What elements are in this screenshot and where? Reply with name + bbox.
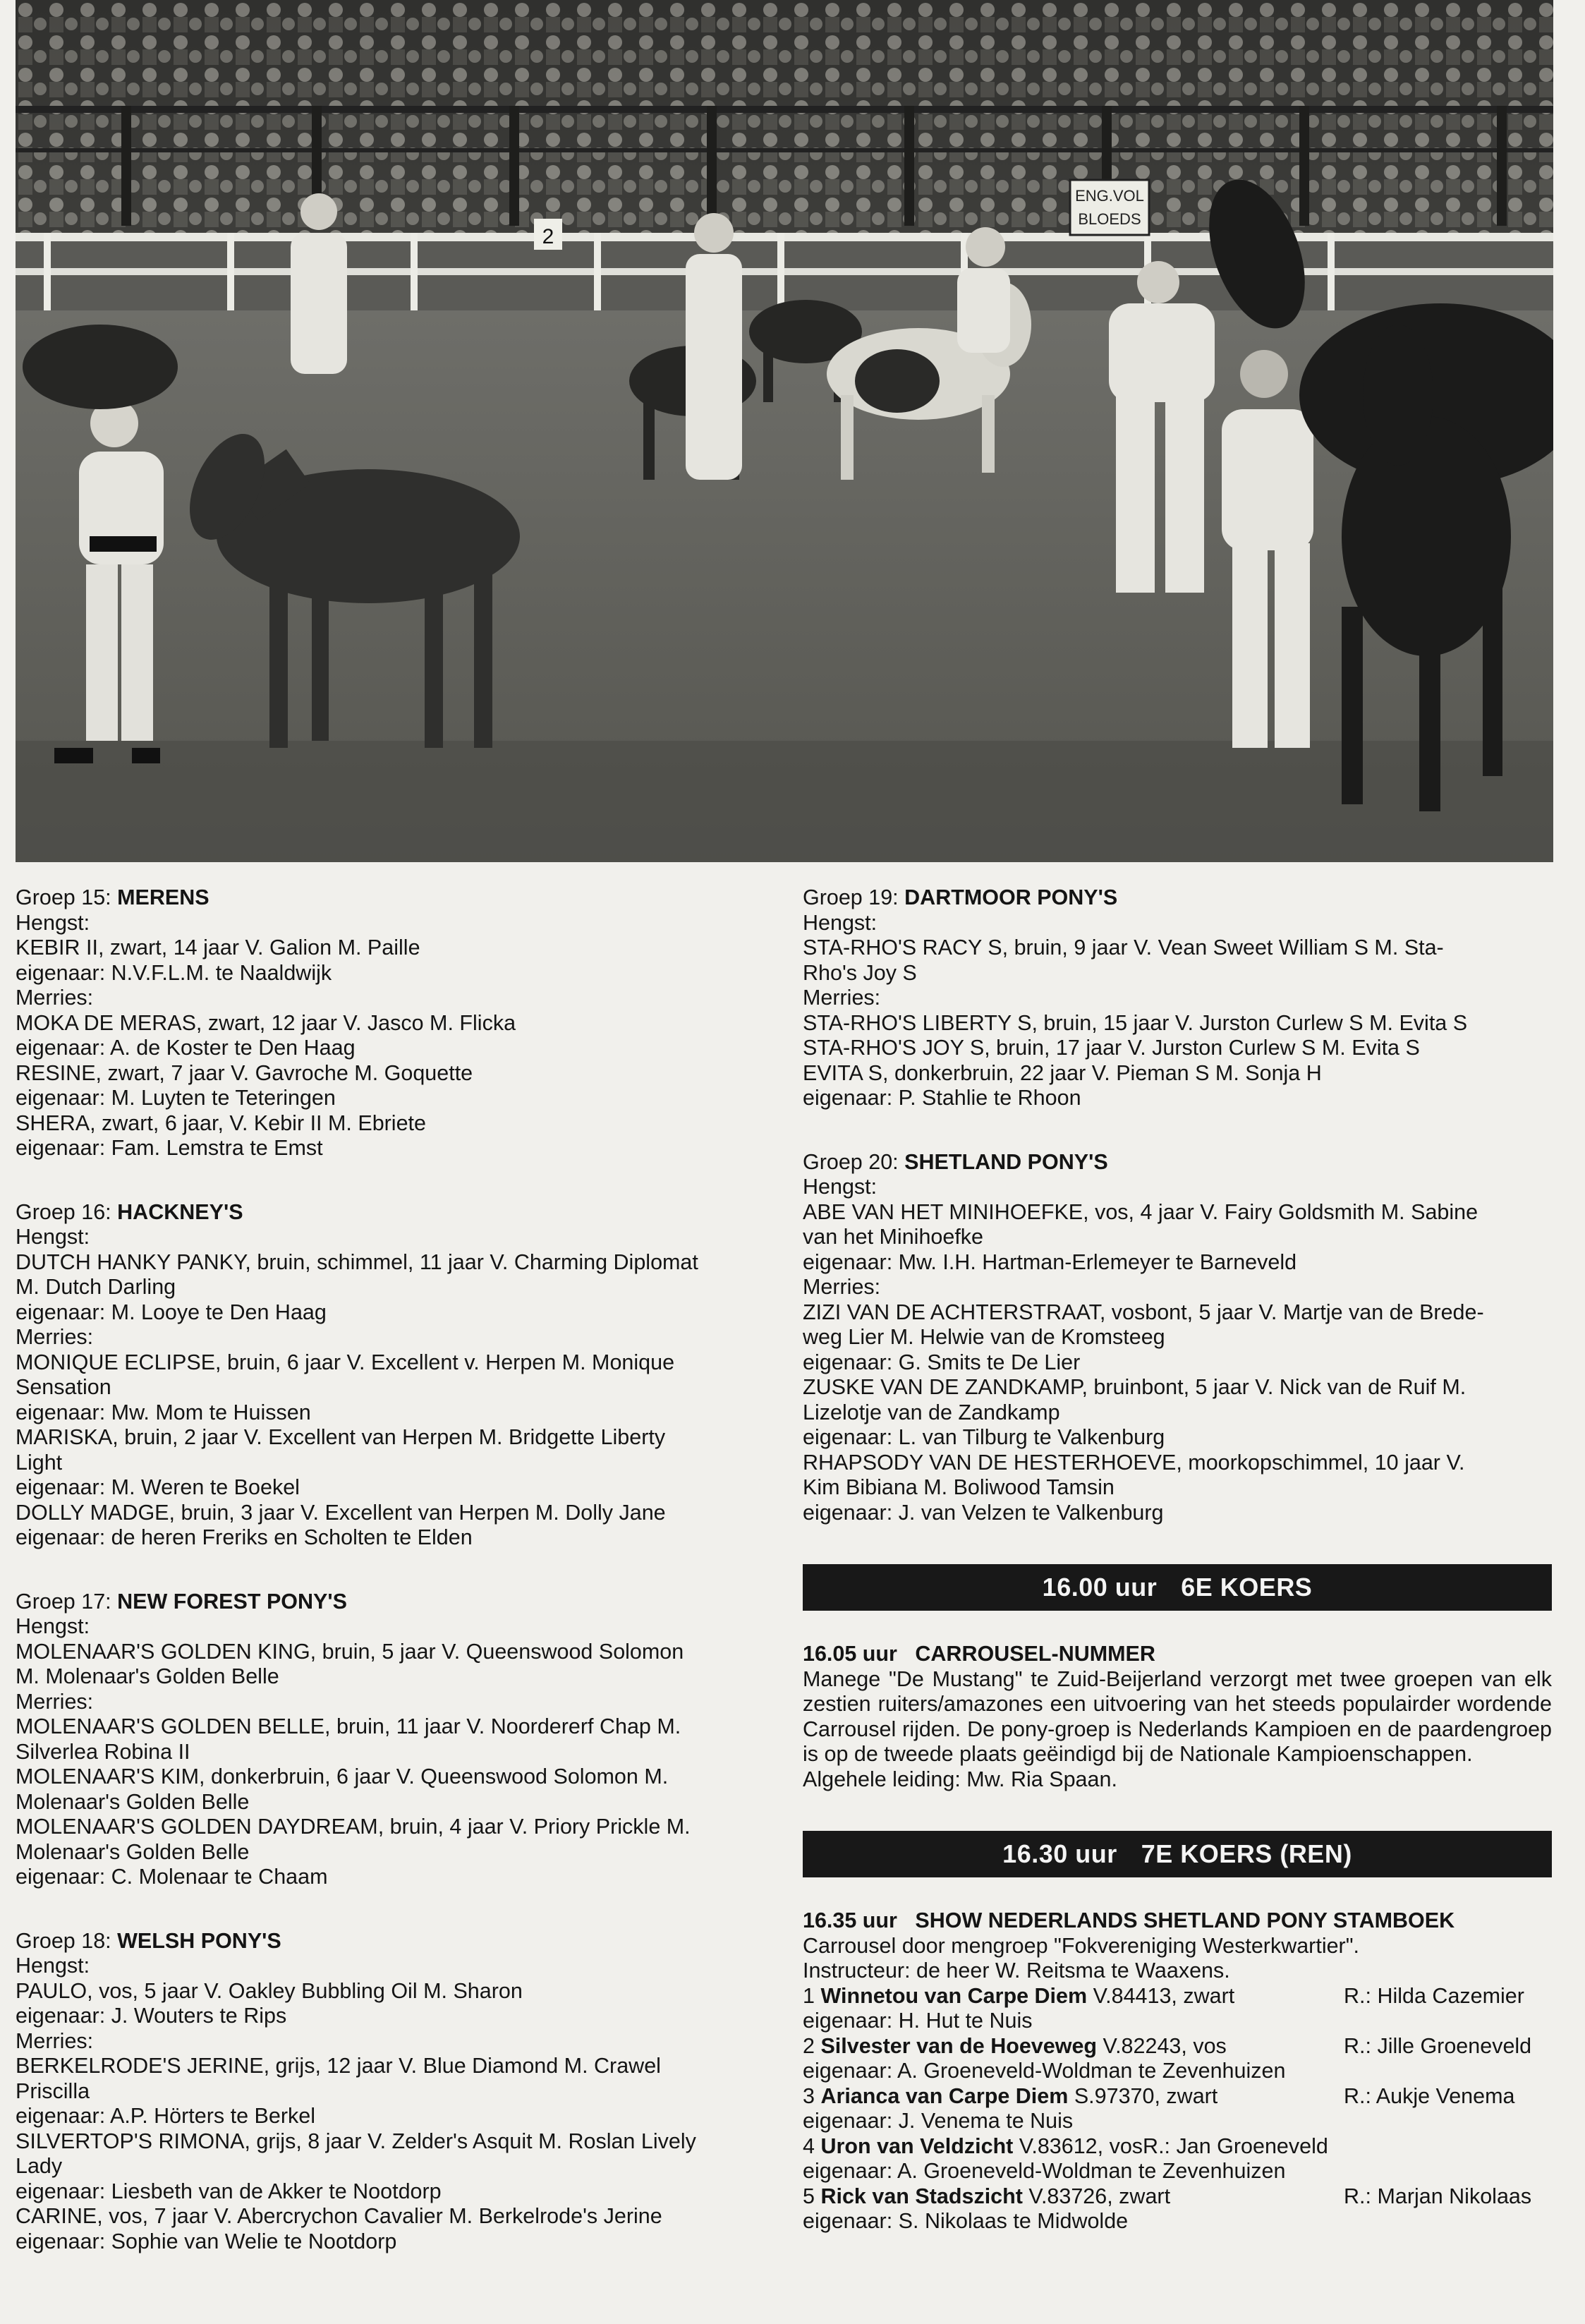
show-entry: 4 Uron van Veldzicht V.83612, vosR.: Jan Groeneveld xyxy=(803,2134,1328,2158)
group-line: Lady xyxy=(16,2154,63,2178)
group-line: EVITA S, donkerbruin, 22 jaar V. Pieman S M. Sonja H xyxy=(803,1060,1322,1085)
carrousel-section xyxy=(803,1642,1552,1792)
group-line: Hengst: xyxy=(16,1954,90,1978)
group-line: PAULO, vos, 5 jaar V. Oakley Bubbling Oil M. Sharon xyxy=(16,1978,523,2003)
group-line: Hengst: xyxy=(803,1175,877,1199)
group-line: eigenaar: P. Stahlie te Rhoon xyxy=(803,1086,1081,1110)
group-line: M. Molenaar's Golden Belle xyxy=(16,1664,279,1688)
group-16 xyxy=(16,1200,763,1551)
group-line: Hengst: xyxy=(16,1614,90,1638)
show-entry: 5 Rick van Stadszicht V.83726, zwart R.: Marjan Nikolaas xyxy=(803,2184,1532,2208)
group-line: eigenaar: Liesbeth van de Akker te Nootdorp xyxy=(16,2179,442,2203)
group-line: BERKELRODE'S JERINE, grijs, 12 jaar V. Blue Diamond M. Crawel xyxy=(16,2054,661,2078)
group-line: ZUSKE VAN DE ZANDKAMP, bruinbont, 5 jaar V. Nick van de Ruif M. xyxy=(803,1375,1466,1399)
group-line: Hengst: xyxy=(16,1225,90,1249)
entry-owner: eigenaar: A. Groeneveld-Woldman te Zevenhuizen xyxy=(803,2159,1286,2183)
pony-name: Uron van Veldzicht xyxy=(820,2134,1014,2158)
group-line: eigenaar: Mw. Mom te Huissen xyxy=(16,1400,311,1424)
group-line: Merries: xyxy=(803,986,881,1010)
group-15 xyxy=(16,885,763,1161)
show-line: Instructeur: de heer W. Reitsma te Waaxens. xyxy=(803,1959,1230,1983)
group-line: MOKA DE MERAS, zwart, 12 jaar V. Jasco M. Flicka xyxy=(16,1010,516,1035)
entry-owner: eigenaar: A. Groeneveld-Woldman te Zevenhuizen xyxy=(803,2059,1286,2083)
group-line: eigenaar: J. Wouters te Rips xyxy=(16,2004,287,2028)
entry-owner: eigenaar: S. Nikolaas te Midwolde xyxy=(803,2209,1129,2233)
pony-name: Winnetou van Carpe Diem xyxy=(820,1983,1088,2008)
group-heading: Groep 19: DARTMOOR PONY'S xyxy=(803,885,1118,909)
group-line: Merries: xyxy=(803,1275,881,1299)
race-6-title: 6E KOERS xyxy=(1181,1573,1313,1602)
group-line: STA-RHO'S LIBERTY S, bruin, 15 jaar V. Jurston Curlew S M. Evita S xyxy=(803,1010,1468,1035)
group-line: eigenaar: G. Smits te De Lier xyxy=(803,1350,1081,1374)
group-heading: Groep 16: HACKNEY'S xyxy=(16,1199,243,1224)
group-line: weg Lier M. Helwie van de Kromsteeg xyxy=(803,1325,1165,1349)
right-column xyxy=(803,885,1552,2273)
group-heading: Groep 18: WELSH PONY'S xyxy=(16,1928,281,1953)
group-heading: Groep 15: MERENS xyxy=(16,885,209,909)
show-entry: 2 Silvester van de Hoeveweg V.82243, vos R.: Jille Groeneveld xyxy=(803,2033,1532,2058)
group-line: eigenaar: J. van Velzen te Valkenburg xyxy=(803,1500,1164,1525)
group-line: eigenaar: Sophie van Welie te Nootdorp xyxy=(16,2229,397,2253)
group-line: eigenaar: Fam. Lemstra te Emst xyxy=(16,1136,323,1160)
show-entry: 3 Arianca van Carpe Diem S.97370, zwart R.: Aukje Venema xyxy=(803,2083,1515,2108)
rider-name: R.: Hilda Cazemier xyxy=(1344,1983,1524,2008)
carrousel-body: Manege "De Mustang" te Zuid-Beijerland verzorgt met twee groepen van elk zestien ruiters/amazones een uitvoering van het steeds populairder wordende Carrousel rijden. De pony-groep is Nederlands Kampioen en de paardengroep is op de tweede plaats geëindigd bij de Nationale Kampioenschappen. xyxy=(803,1666,1552,1766)
show-heading: 16.35 uur SHOW NEDERLANDS SHETLAND PONY STAMBOEK xyxy=(803,1908,1455,1932)
entry-owner: eigenaar: J. Venema te Nuis xyxy=(803,2109,1074,2133)
group-line: eigenaar: M. Luyten te Teteringen xyxy=(16,1086,336,1110)
show-ring-photo xyxy=(16,0,1553,862)
race-7-banner xyxy=(803,1831,1552,1877)
race-6-time: 16.00 uur xyxy=(1042,1573,1158,1602)
pony-name: Arianca van Carpe Diem xyxy=(820,2083,1069,2108)
group-line: KEBIR II, zwart, 14 jaar V. Galion M. Paille xyxy=(16,936,420,960)
group-line: M. Dutch Darling xyxy=(16,1275,176,1299)
group-19 xyxy=(803,885,1552,1111)
group-line: eigenaar: de heren Freriks en Scholten te Elden xyxy=(16,1525,473,1549)
group-17 xyxy=(16,1590,763,1890)
group-line: ABE VAN HET MINIHOEFKE, vos, 4 jaar V. Fairy Goldsmith M. Sabine xyxy=(803,1199,1478,1224)
group-line: RESINE, zwart, 7 jaar V. Gavroche M. Goquette xyxy=(16,1060,473,1085)
show-line: Carrousel door mengroep "Fokvereniging Westerkwartier". xyxy=(803,1933,1360,1958)
group-line: van het Minihoefke xyxy=(803,1225,984,1249)
group-line: Sensation xyxy=(16,1375,111,1399)
group-line: Merries: xyxy=(16,1325,94,1349)
group-line: Merries: xyxy=(16,1689,94,1714)
ring-number: 2 xyxy=(542,225,554,248)
group-line: RHAPSODY VAN DE HESTERHOEVE, moorkopschimmel, 10 jaar V. xyxy=(803,1450,1465,1475)
show-section xyxy=(803,1908,1552,2234)
group-line: ZIZI VAN DE ACHTERSTRAAT, vosbont, 5 jaar V. Martje van de Brede- xyxy=(803,1300,1484,1324)
group-line: Rho's Joy S xyxy=(803,960,917,985)
group-line: MOLENAAR'S KIM, donkerbruin, 6 jaar V. Queenswood Solomon M. xyxy=(16,1765,669,1789)
show-entry: 1 Winnetou van Carpe Diem V.84413, zwart R.: Hilda Cazemier xyxy=(803,1983,1524,2008)
carrousel-leader: Algehele leiding: Mw. Ria Spaan. xyxy=(803,1767,1117,1791)
group-line: eigenaar: A.P. Hörters te Berkel xyxy=(16,2104,315,2128)
group-line: Molenaar's Golden Belle xyxy=(16,1789,250,1814)
group-line: Priscilla xyxy=(16,2078,90,2103)
race-6-banner xyxy=(803,1564,1552,1611)
group-line: STA-RHO'S RACY S, bruin, 9 jaar V. Vean Sweet William S M. Sta- xyxy=(803,936,1444,960)
rider-name: R.: Marjan Nikolaas xyxy=(1344,2184,1532,2208)
group-line: Kim Bibiana M. Boliwood Tamsin xyxy=(803,1475,1115,1499)
group-line: MONIQUE ECLIPSE, bruin, 6 jaar V. Excellent v. Herpen M. Monique xyxy=(16,1350,675,1374)
group-line: eigenaar: M. Looye te Den Haag xyxy=(16,1300,327,1324)
group-line: eigenaar: N.V.F.L.M. te Naaldwijk xyxy=(16,960,332,985)
group-heading: Groep 17: NEW FOREST PONY'S xyxy=(16,1589,347,1614)
group-line: MOLENAAR'S GOLDEN BELLE, bruin, 11 jaar V. Noordererf Chap M. xyxy=(16,1714,681,1738)
group-line: DOLLY MADGE, bruin, 3 jaar V. Excellent van Herpen M. Dolly Jane xyxy=(16,1500,666,1525)
group-line: MOLENAAR'S GOLDEN DAYDREAM, bruin, 4 jaar V. Priory Prickle M. xyxy=(16,1815,691,1839)
group-line: Molenaar's Golden Belle xyxy=(16,1839,250,1864)
group-line: Silverlea Robina II xyxy=(16,1739,190,1764)
group-line: DUTCH HANKY PANKY, bruin, schimmel, 11 jaar V. Charming Diplomat xyxy=(16,1249,698,1274)
group-heading: Groep 20: SHETLAND PONY'S xyxy=(803,1149,1108,1174)
group-line: Light xyxy=(16,1450,63,1475)
group-line: CARINE, vos, 7 jaar V. Abercrychon Cavalier M. Berkelrode's Jerine xyxy=(16,2204,662,2228)
pony-name: Silvester van de Hoeveweg xyxy=(820,2033,1098,2058)
group-line: eigenaar: C. Molenaar te Chaam xyxy=(16,1865,328,1889)
group-line: SHERA, zwart, 6 jaar, V. Kebir II M. Ebriete xyxy=(16,1110,426,1135)
sign-text-line1: ENG.VOL xyxy=(1075,187,1144,205)
group-20 xyxy=(803,1150,1552,1526)
race-7-title: 7E KOERS (REN) xyxy=(1141,1839,1352,1868)
group-line: eigenaar: A. de Koster te Den Haag xyxy=(16,1036,356,1060)
entry-owner: eigenaar: H. Hut te Nuis xyxy=(803,2009,1033,2033)
group-line: SILVERTOP'S RIMONA, grijs, 8 jaar V. Zelder's Asquit M. Roslan Lively xyxy=(16,2129,696,2153)
group-18 xyxy=(16,1929,763,2255)
group-line: Hengst: xyxy=(16,910,90,935)
race-7-time: 16.30 uur xyxy=(1002,1839,1117,1868)
sign-text-line2: BLOEDS xyxy=(1078,210,1141,228)
left-column xyxy=(16,885,763,2293)
pony-name: Rick van Stadszicht xyxy=(820,2184,1023,2208)
group-line: eigenaar: M. Weren te Boekel xyxy=(16,1475,300,1499)
group-line: Merries: xyxy=(16,2028,94,2053)
rider-name: R.: Aukje Venema xyxy=(1344,2083,1515,2108)
group-line: Merries: xyxy=(16,986,94,1010)
group-line: Hengst: xyxy=(803,910,877,935)
group-line: MARISKA, bruin, 2 jaar V. Excellent van Herpen M. Bridgette Liberty xyxy=(16,1425,666,1449)
rider-name: R.: Jille Groeneveld xyxy=(1344,2033,1532,2058)
group-line: eigenaar: L. van Tilburg te Valkenburg xyxy=(803,1425,1165,1449)
group-line: eigenaar: Mw. I.H. Hartman-Erlemeyer te Barneveld xyxy=(803,1249,1297,1274)
group-line: MOLENAAR'S GOLDEN KING, bruin, 5 jaar V. Queenswood Solomon xyxy=(16,1639,684,1664)
group-line: STA-RHO'S JOY S, bruin, 17 jaar V. Jurston Curlew S M. Evita S xyxy=(803,1036,1420,1060)
group-line: Lizelotje van de Zandkamp xyxy=(803,1400,1060,1424)
carrousel-heading: 16.05 uur CARROUSEL-NUMMER xyxy=(803,1642,1155,1666)
